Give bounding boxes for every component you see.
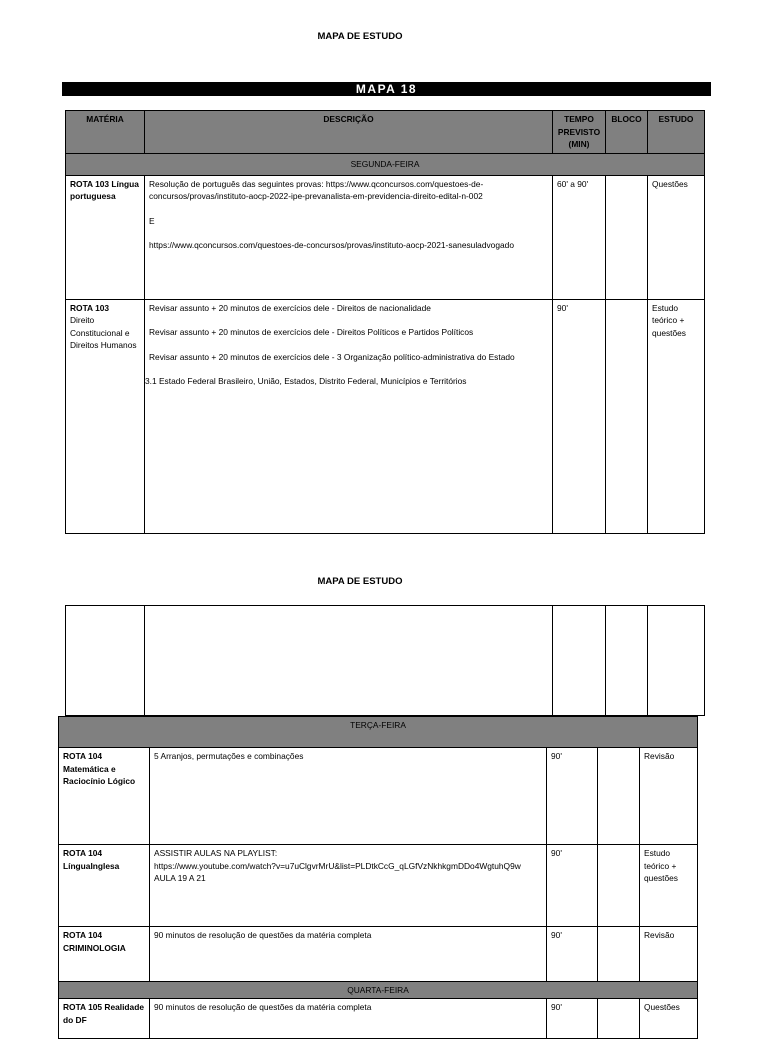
materia-cell: [59, 927, 150, 982]
descricao-cell: [150, 999, 547, 1039]
empty-cell: [648, 606, 705, 716]
descricao-line: AULA 19 A 21: [154, 873, 206, 883]
descricao-line: 3.1 Estado Federal Brasileiro, União, Estados, Distrito Federal, Municípios e Territórios: [145, 376, 467, 386]
tempo-cell: 90': [547, 748, 598, 845]
materia-cell: [59, 748, 150, 845]
col-header-tempo: TEMPO PREVISTO (MIN): [553, 111, 606, 154]
estudo-cell: Estudo teórico + questões: [648, 299, 705, 533]
descricao-cell: [150, 748, 547, 845]
estudo-cell: Revisão: [640, 927, 698, 982]
materia-title: ROTA 103 Língua portuguesa: [70, 178, 139, 201]
materia-title: ROTA 104 CRIMINOLOGIA: [63, 930, 126, 953]
study-table-monday: [65, 110, 705, 534]
empty-cell: [66, 606, 145, 716]
table-row: [59, 748, 698, 845]
descricao-line: Resolução de português das seguintes provas: https://www.qconcursos.com/questoes-de-concursos/provas/instituto-aocp-2022-ipe-prevanalista-em-previdencia-direito-edital-n-002: [149, 178, 484, 201]
bloco-cell: [598, 845, 640, 927]
materia-title: ROTA 104 LínguaInglesa: [63, 848, 120, 871]
day-label-wednesday: QUARTA-FEIRA: [59, 982, 698, 999]
page-header: MAPA DE ESTUDO: [317, 31, 403, 42]
descricao-line: Revisar assunto + 20 minutos de exercícios dele - Direitos Políticos e Partidos Políticos: [149, 327, 474, 337]
col-header-descricao: DESCRIÇÃO: [145, 111, 553, 154]
materia-title: ROTA 103: [70, 302, 110, 313]
materia-subject: Direito Constitucional e Direitos Humanos: [70, 315, 137, 350]
bloco-cell: [598, 927, 640, 982]
descricao-line: https://www.qconcursos.com/questoes-de-concursos/provas/instituto-aocp-2021-sanesuladvogado: [149, 240, 514, 250]
table-row: [59, 845, 698, 927]
materia-cell: [66, 299, 145, 533]
descricao-line: ASSISTIR AULAS NA PLAYLIST:: [154, 848, 278, 858]
empty-continuation-table: [65, 605, 705, 716]
estudo-cell: Questões: [648, 175, 705, 299]
bloco-cell: [606, 299, 648, 533]
col-header-estudo: ESTUDO: [648, 111, 705, 154]
tempo-cell: 90': [547, 999, 598, 1039]
descricao-line: E: [149, 215, 155, 226]
descricao-line: Revisar assunto + 20 minutos de exercícios dele - Direitos de nacionalidade: [149, 302, 431, 313]
table-header-row: [66, 111, 705, 154]
estudo-cell: Revisão: [640, 748, 698, 845]
page-header-2: MAPA DE ESTUDO: [317, 576, 403, 587]
descricao-cell: [145, 299, 553, 533]
table-row: [59, 927, 698, 982]
col-header-bloco: BLOCO: [606, 111, 648, 154]
day-label-tuesday: TERÇA-FEIRA: [59, 717, 698, 748]
materia-cell: [59, 845, 150, 927]
descricao-line: 90 minutos de resolução de questões da matéria completa: [154, 930, 372, 940]
map-title-bar: MAPA 18: [62, 82, 711, 96]
descricao-line: Revisar assunto + 20 minutos de exercícios dele - 3 Organização político-administrativa do Estado: [149, 351, 515, 362]
estudo-cell: Estudo teórico + questões: [640, 845, 698, 927]
descricao-cell: [145, 175, 553, 299]
descricao-cell: [150, 845, 547, 927]
col-header-materia: MATÉRIA: [66, 111, 145, 154]
table-row: [59, 999, 698, 1039]
empty-cell: [145, 606, 553, 716]
materia-title: ROTA 105 Realidade do DF: [63, 1002, 144, 1025]
tempo-cell: 90': [547, 927, 598, 982]
empty-cell: [553, 606, 606, 716]
empty-row: [66, 606, 705, 716]
playlist-link[interactable]: https://www.youtube.com/watch?v=u7uClgvrMrU&list=PLDtkCcG_qLGfVzNkhkgmDDo4WgtuhQ9w: [154, 860, 521, 871]
table-row: [66, 299, 705, 533]
bloco-cell: [598, 999, 640, 1039]
descricao-line: 5 Arranjos, permutações e combinações: [154, 751, 304, 761]
bloco-cell: [598, 748, 640, 845]
day-label-monday: SEGUNDA-FEIRA: [66, 153, 705, 175]
descricao-cell: [150, 927, 547, 982]
empty-cell: [606, 606, 648, 716]
estudo-cell: Questões: [640, 999, 698, 1039]
tempo-cell: 90': [547, 845, 598, 927]
study-table-tuesday: [58, 716, 698, 1039]
tempo-cell: 90': [553, 299, 606, 533]
descricao-line: 90 minutos de resolução de questões da matéria completa: [154, 1002, 372, 1012]
tempo-cell: 60' a 90': [553, 175, 606, 299]
materia-cell: [59, 999, 150, 1039]
table-row: [66, 175, 705, 299]
bloco-cell: [606, 175, 648, 299]
materia-title: ROTA 104 Matemática e Raciocínio Lógico: [63, 751, 136, 786]
materia-cell: [66, 175, 145, 299]
